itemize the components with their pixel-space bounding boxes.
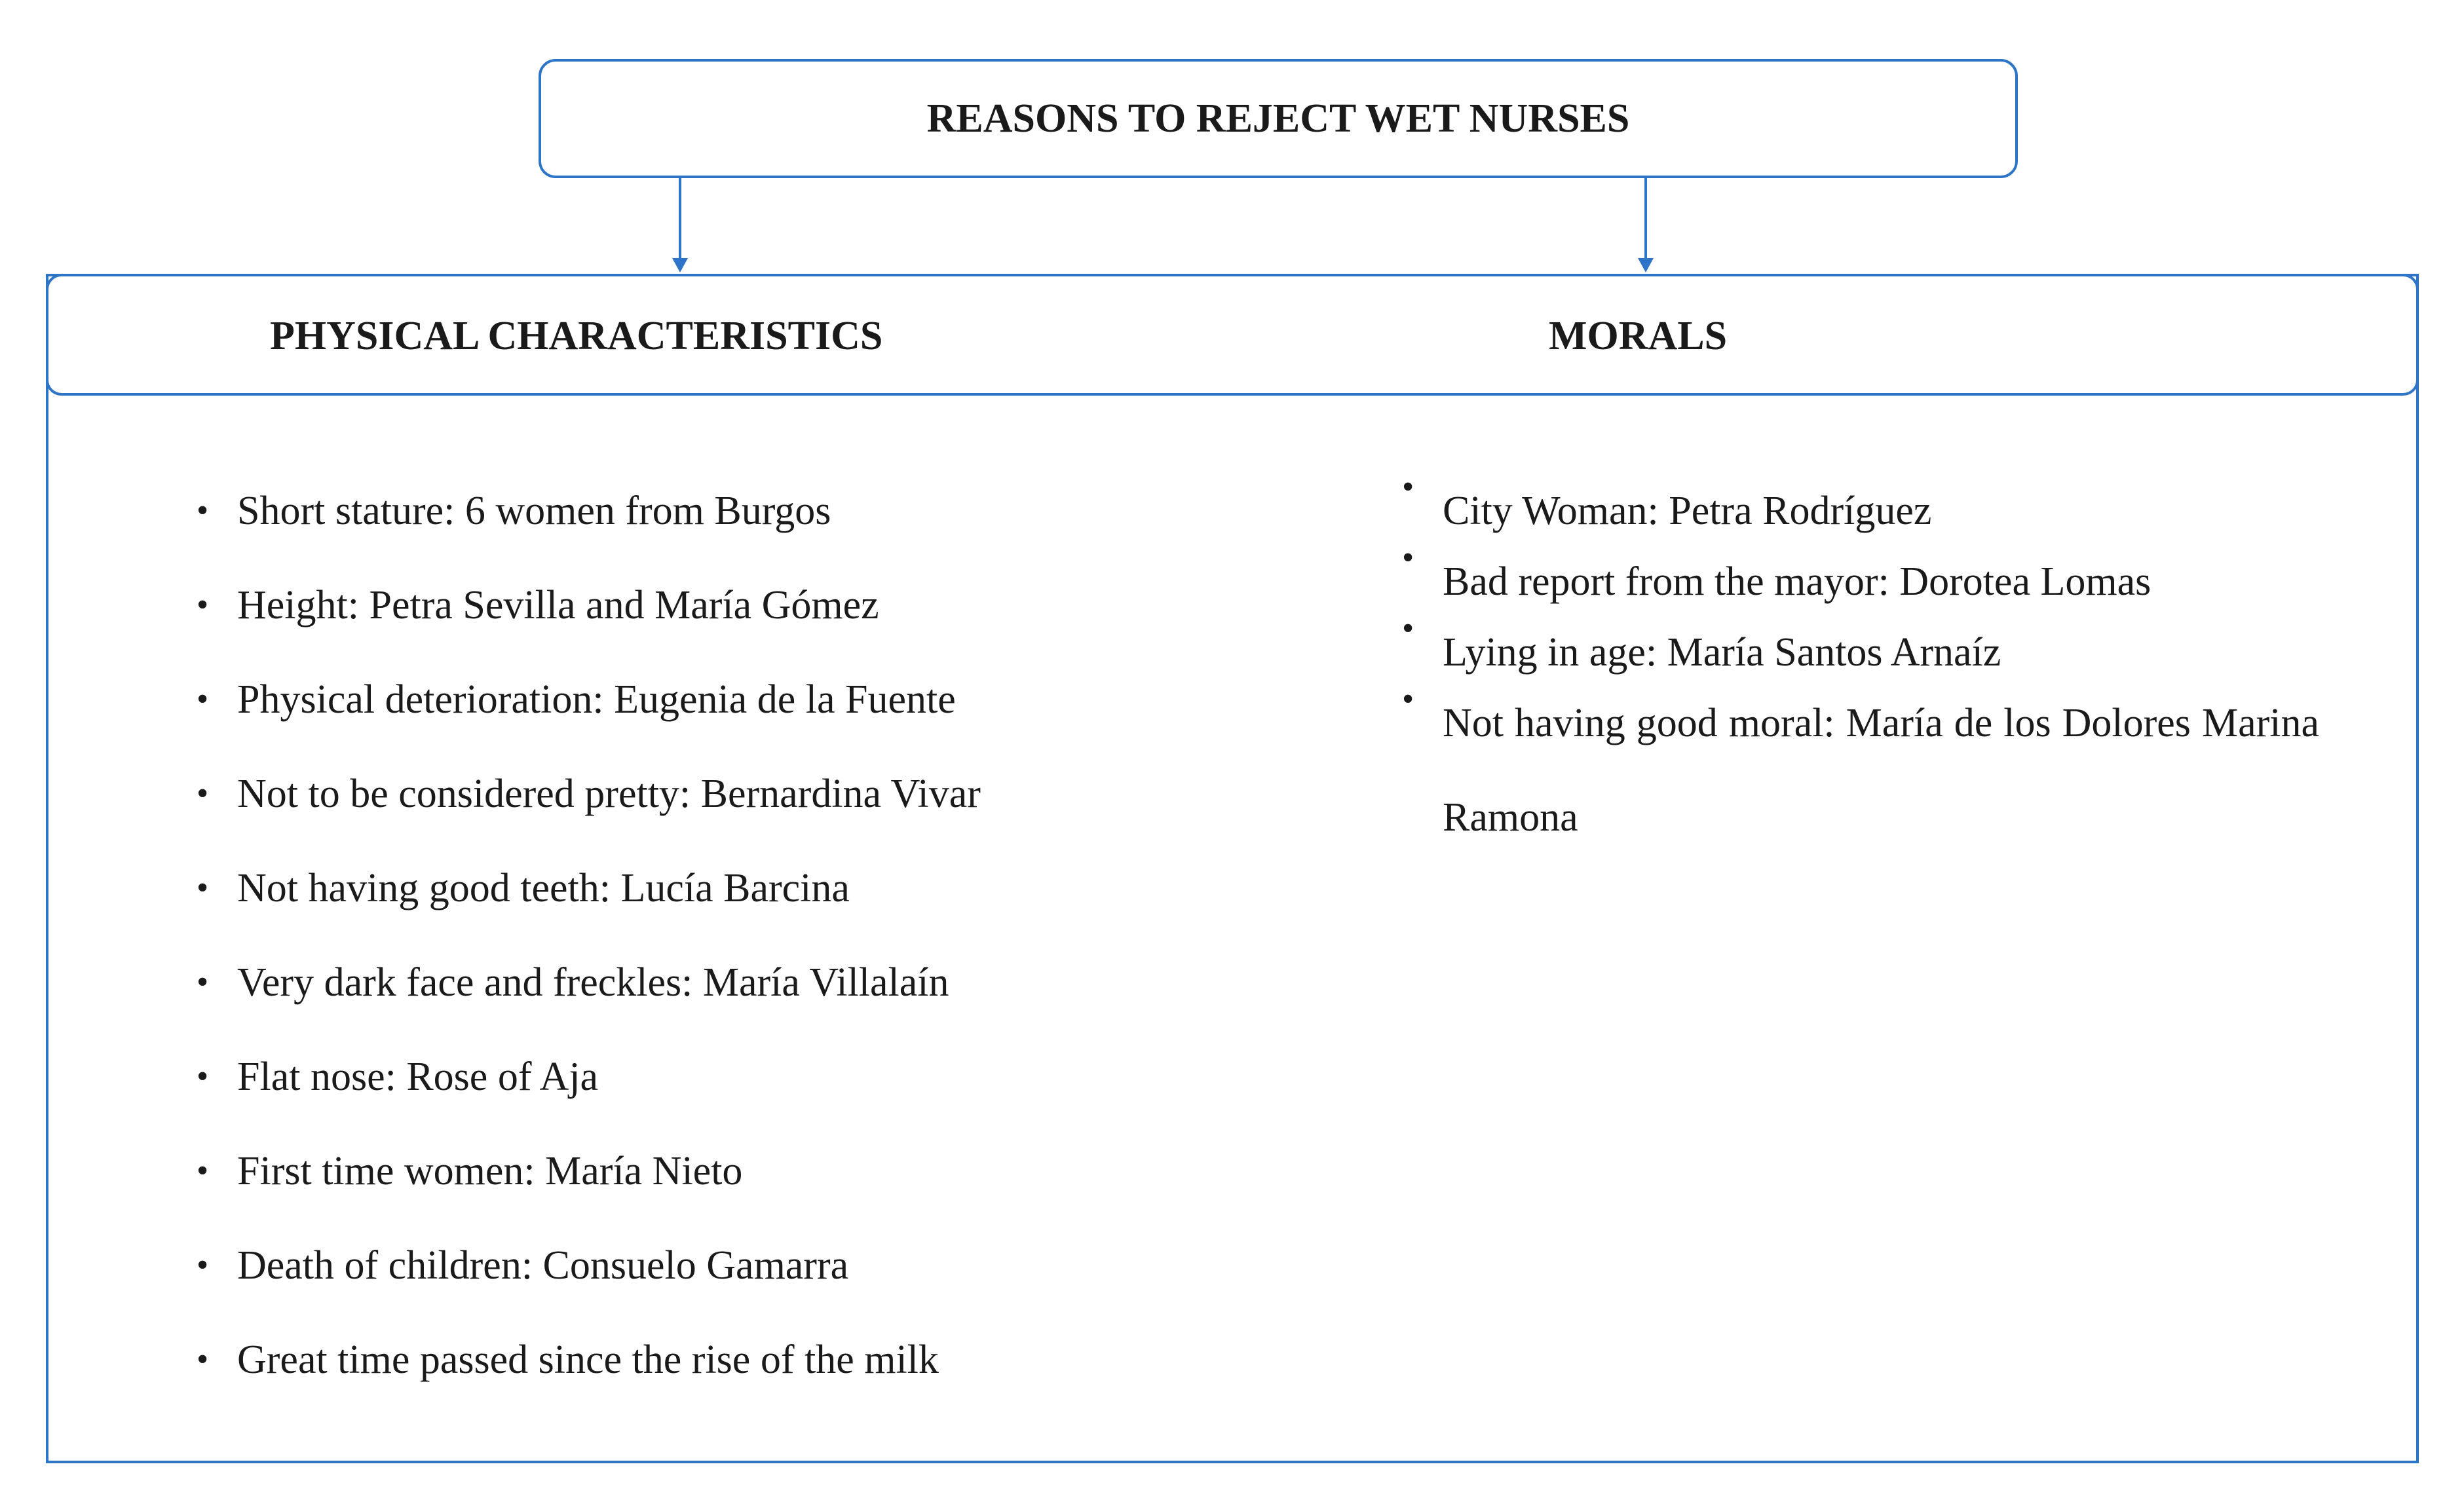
arrow-left-icon xyxy=(672,258,688,272)
bullet-icon: • xyxy=(197,681,209,718)
list-item xyxy=(197,1053,1310,1100)
list-item-text: Bad report from the mayor: Dorotea Lomas xyxy=(1443,559,2151,604)
list-item-text: Lying in age: María Santos Arnaíz xyxy=(1443,630,2001,675)
list-item xyxy=(197,1242,1310,1289)
bullet-icon: • xyxy=(197,492,209,529)
morals-list xyxy=(1402,468,2319,865)
list-item-text: Not having good moral: María de los Dolores Marina Ramona xyxy=(1443,701,2319,840)
list-item-text: Not having good teeth: Lucía Barcina xyxy=(237,866,850,910)
list-item-text: Physical deterioration: Eugenia de la Fuente xyxy=(237,677,956,722)
diagram-title: REASONS TO REJECT WET NURSES xyxy=(926,96,1630,141)
arrow-right-icon xyxy=(1638,258,1654,272)
list-item-text: Short stature: 6 women from Burgos xyxy=(237,489,831,533)
column-heading-physical: PHYSICAL CHARACTERISTICS xyxy=(270,314,883,358)
list-item-text: First time women: María Nieto xyxy=(237,1149,743,1193)
list-item xyxy=(197,1148,1310,1195)
list-item xyxy=(197,865,1310,912)
list-item xyxy=(197,1336,1310,1383)
list-item xyxy=(197,770,1310,817)
bullet-icon: • xyxy=(197,1246,209,1284)
list-item-text: Great time passed since the rise of the milk xyxy=(237,1338,939,1382)
bullet-icon: • xyxy=(1402,539,1414,576)
list-item-text: City Woman: Petra Rodríguez xyxy=(1443,489,1932,533)
bullet-icon: • xyxy=(197,964,209,1001)
list-item-text: Height: Petra Sevilla and María Gómez xyxy=(237,583,879,627)
list-item xyxy=(197,487,1310,534)
bullet-icon: • xyxy=(1402,468,1414,506)
list-item-text: Death of children: Consuelo Gamarra xyxy=(237,1243,849,1288)
connector-right xyxy=(1644,178,1647,262)
bullet-icon: • xyxy=(197,869,209,907)
list-item-text: Very dark face and freckles: María Villalaín xyxy=(237,960,949,1005)
column-heading-morals: MORALS xyxy=(1549,314,1728,358)
bullet-icon: • xyxy=(197,775,209,812)
list-item xyxy=(1402,676,2319,865)
list-item xyxy=(197,959,1310,1006)
list-item-text: Not to be considered pretty: Bernardina Vivar xyxy=(237,772,981,816)
bullet-icon: • xyxy=(197,1152,209,1189)
connector-left xyxy=(679,178,681,262)
list-item xyxy=(197,676,1310,723)
list-item-text: Flat nose: Rose of Aja xyxy=(237,1055,599,1099)
bullet-icon: • xyxy=(197,586,209,624)
bullet-icon: • xyxy=(197,1341,209,1378)
title-box xyxy=(539,59,2018,178)
bullet-icon: • xyxy=(197,1058,209,1095)
bullet-icon: • xyxy=(1402,610,1414,647)
list-item xyxy=(197,582,1310,629)
physical-list xyxy=(197,487,1310,1431)
bullet-icon: • xyxy=(1402,681,1414,718)
